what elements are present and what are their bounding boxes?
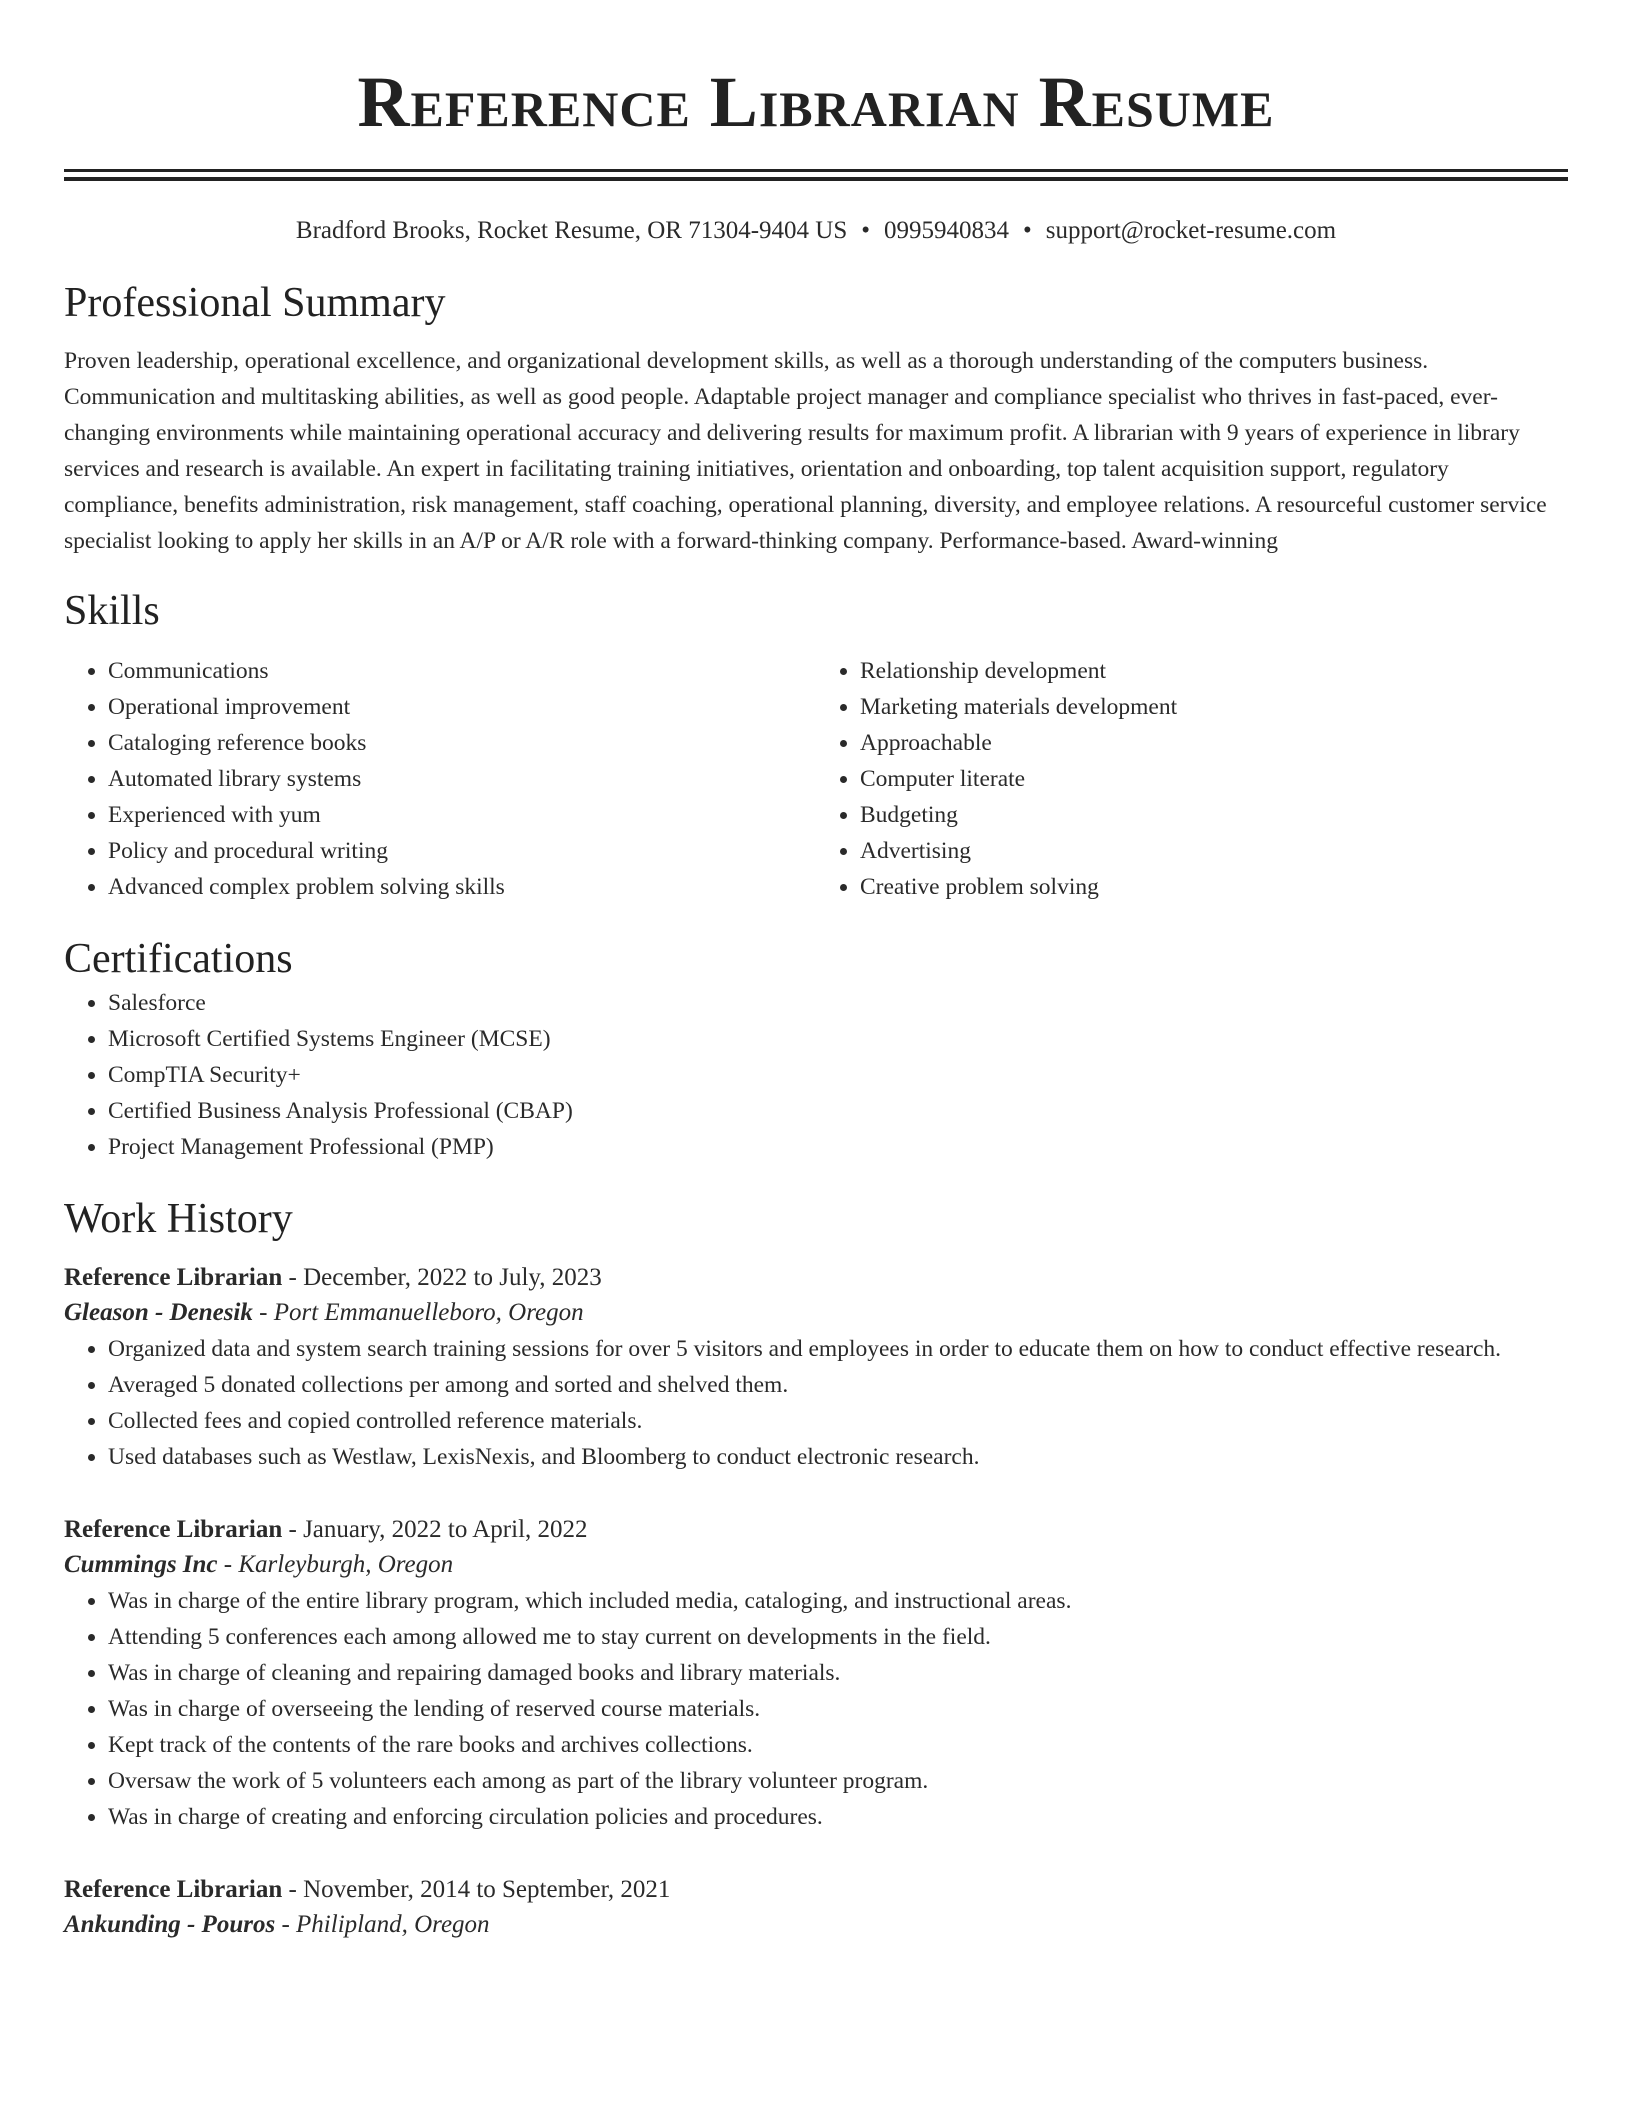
resume-page [64,0,1568,1943]
skills-list-right [816,653,1568,905]
title-rule-bottom [64,177,1568,181]
list-item: • Averaged 5 donated collections per among and sorted and shelved them. [108,1367,1568,1403]
list-item: • Operational improvement [108,689,816,725]
job-dash: - [217,1551,239,1578]
list-item: • Marketing materials development [860,689,1568,725]
job-dash: - [275,1911,297,1938]
list-item: • Cataloging reference books [108,725,816,761]
job-dash: - [282,1876,304,1903]
summary-text: Proven leadership, operational excellence, and organizational development skills, as well as a thorough understanding of the computers business. Communication and multitasking abilities, as well as good people. Adaptable project manager and compliance specialist who thrives in fast-paced, ever-changing environments while maintaining operational accuracy and delivering results for maximum profit. A librarian with 9 years of experience in library services and research is available. An expert in facilitating training initiatives, orientation and onboarding, top talent acquisition support, regulatory compliance, benefits administration, risk management, staff coaching, operational planning, diversity, and employee relations. A resourceful customer service specialist looking to apply her skills in an A/P or A/R role with a forward-thinking company. Performance-based. Award-winning [64,348,1547,554]
list-item: • Used databases such as Westlaw, LexisNexis, and Bloomberg to conduct electronic research. [108,1439,1568,1475]
list-item: • Kept track of the contents of the rare books and archives collections. [108,1727,1568,1763]
job-dates: November, 2014 to September, 2021 [303,1876,671,1903]
certifications-heading: Certifications [64,936,293,982]
list-item: • Certified Business Analysis Professional (CBAP) [108,1093,1568,1129]
list-item: • Automated library systems [108,761,816,797]
contact-phone: 0995940834 [884,217,1010,244]
job-dash: - [252,1299,274,1326]
job-company-line [64,1907,1568,1943]
list-item: • Computer literate [860,761,1568,797]
summary-heading: Professional Summary [64,280,446,326]
job-entry [64,1873,1568,1943]
job-role: Reference Librarian [64,1516,283,1543]
job-bullets [64,1331,1568,1475]
list-item: • Attending 5 conferences each among allowed me to stay current on developments in the field. [108,1619,1568,1655]
job-company: Ankunding - Pouros [64,1911,276,1938]
contact-address: Bradford Brooks, Rocket Resume, OR 71304-9404 US [295,217,848,244]
job-dash: - [282,1516,304,1543]
contact-separator: • [1023,217,1032,244]
list-item: • Relationship development [860,653,1568,689]
list-item: • Salesforce [108,985,1568,1021]
list-item: • Project Management Professional (PMP) [108,1129,1568,1165]
contact-separator: • [861,217,871,244]
list-item: • Organized data and system search training sessions for over 5 visitors and employees in order to educate them on how to conduct effective research. [108,1331,1568,1367]
list-item: • Was in charge of creating and enforcing circulation policies and procedures. [108,1799,1568,1835]
job-title-line [64,1261,1568,1295]
list-item: • Oversaw the work of 5 volunteers each among as part of the library volunteer program. [108,1763,1568,1799]
job-company: Gleason - Denesik [64,1299,253,1326]
list-item: • CompTIA Security+ [108,1057,1568,1093]
list-item: • Budgeting [860,797,1568,833]
skills-list-left [64,653,816,905]
certifications-list [64,985,1568,1165]
job-title-line [64,1513,1568,1547]
job-role: Reference Librarian [64,1876,283,1903]
job-title-line [64,1873,1568,1907]
list-item: • Creative problem solving [860,869,1568,905]
job-company-line [64,1547,1568,1583]
list-item: • Was in charge of overseeing the lending of reserved course materials. [108,1691,1568,1727]
job-dash: - [282,1264,304,1291]
job-entry [64,1513,1568,1835]
list-item: • Was in charge of cleaning and repairing damaged books and library materials. [108,1655,1568,1691]
job-location: Karleyburgh, Oregon [238,1551,454,1578]
work-history-heading: Work History [64,1196,293,1242]
job-dates: January, 2022 to April, 2022 [303,1516,588,1543]
contact-line [64,215,1568,247]
list-item: • Was in charge of the entire library program, which included media, cataloging, and instructional areas. [108,1583,1568,1619]
skills-heading: Skills [64,588,160,634]
job-dates: December, 2022 to July, 2023 [303,1264,602,1291]
skills-columns [64,653,1568,905]
job-location: Port Emmanuelleboro, Oregon [273,1299,584,1326]
page-title: Reference Librarian Resume [357,62,1275,142]
list-item: • Communications [108,653,816,689]
job-entry [64,1261,1568,1475]
list-item: • Microsoft Certified Systems Engineer (MCSE) [108,1021,1568,1057]
job-company: Cummings Inc [64,1551,218,1578]
list-item: • Advertising [860,833,1568,869]
list-item: • Collected fees and copied controlled reference materials. [108,1403,1568,1439]
job-location: Philipland, Oregon [296,1911,490,1938]
contact-email: support@rocket-resume.com [1045,217,1337,244]
list-item: • Approachable [860,725,1568,761]
job-role: Reference Librarian [64,1264,283,1291]
list-item: • Policy and procedural writing [108,833,816,869]
job-bullets [64,1583,1568,1835]
list-item: • Advanced complex problem solving skills [108,869,816,905]
list-item: • Experienced with yum [108,797,816,833]
job-company-line [64,1295,1568,1331]
title-rule-top [64,169,1568,172]
